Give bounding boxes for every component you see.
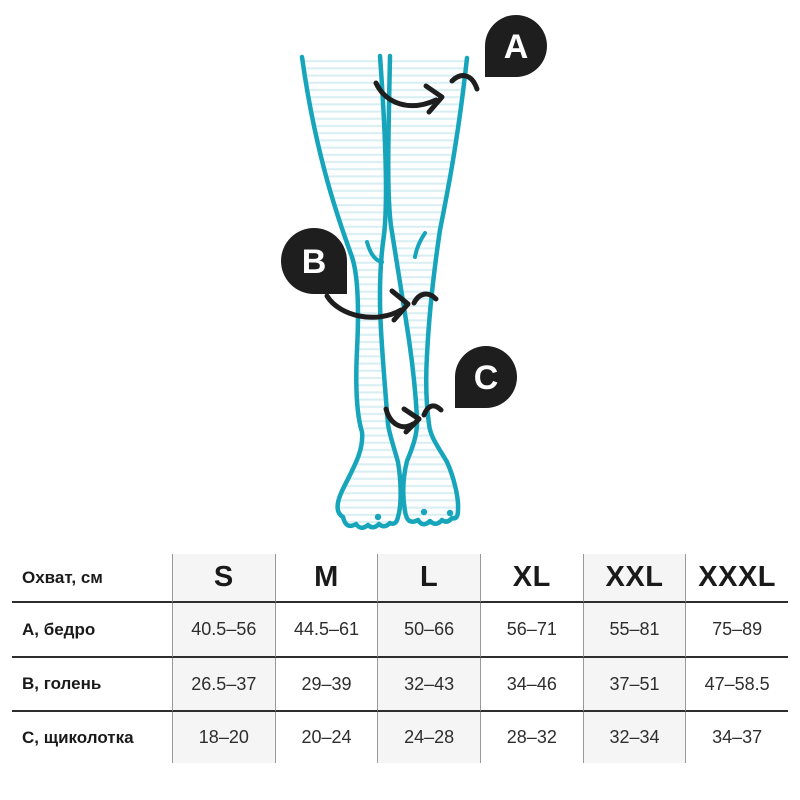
toenail-dot	[375, 514, 381, 520]
size-header-cell: M	[275, 554, 378, 603]
measurement-badge-b	[281, 228, 347, 294]
value-cell: 29–39	[275, 658, 378, 712]
value-cell: 50–66	[377, 603, 480, 658]
toenail-dot	[447, 510, 453, 516]
row-label-cell: С, щиколотка	[12, 712, 172, 763]
size-header-cell: XXL	[583, 554, 686, 603]
measurement-badge-c	[455, 346, 517, 408]
value-cell: 20–24	[275, 712, 378, 763]
badge-b-letter: B	[301, 243, 327, 281]
value-cell: 55–81	[583, 603, 686, 658]
value-cell: 34–37	[685, 712, 788, 763]
row-label-cell: В, голень	[12, 658, 172, 712]
value-cell: 40.5–56	[172, 603, 275, 658]
size-header-cell: XXXL	[685, 554, 788, 603]
value-cell: 47–58.5	[685, 658, 788, 712]
value-cell: 18–20	[172, 712, 275, 763]
value-cell: 32–43	[377, 658, 480, 712]
value-cell: 56–71	[480, 603, 583, 658]
value-cell: 28–32	[480, 712, 583, 763]
value-cell: 44.5–61	[275, 603, 378, 658]
row-label-cell: А, бедро	[12, 603, 172, 658]
size-table	[12, 554, 788, 763]
value-cell: 34–46	[480, 658, 583, 712]
badge-a-letter: A	[503, 28, 529, 66]
size-header-cell: L	[377, 554, 480, 603]
value-cell: 24–28	[377, 712, 480, 763]
measurement-arrow-c	[386, 406, 441, 432]
value-cell: 32–34	[583, 712, 686, 763]
value-cell: 75–89	[685, 603, 788, 658]
measurement-badge-a	[485, 15, 547, 77]
toenail-dot	[421, 509, 427, 515]
corner-header-cell: Охват, см	[12, 554, 172, 603]
value-cell: 37–51	[583, 658, 686, 712]
badge-c-letter: C	[473, 359, 499, 397]
size-header-cell: XL	[480, 554, 583, 603]
value-cell: 26.5–37	[172, 658, 275, 712]
size-header-cell: S	[172, 554, 275, 603]
